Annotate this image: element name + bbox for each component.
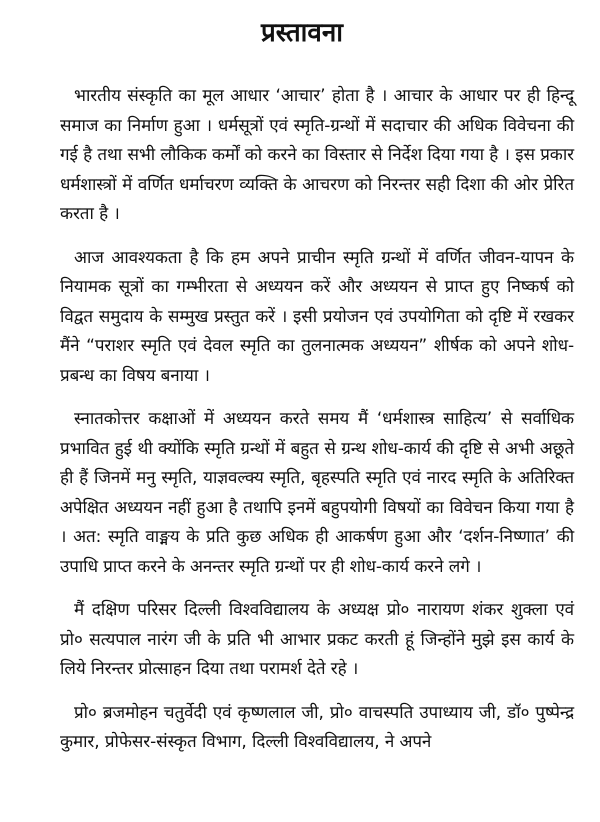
paragraph-2: आज आवश्यकता है कि हम अपने प्राचीन स्मृति ग्रन्थों में वर्णित जीवन-यापन के नियामक सूत्रों का गम्भीरता से अध्ययन करें और अध्ययन से प्राप्त हुए निष्कर्ष को विद्वत समुदाय के सम्मुख प्रस्तुत करें । इसी प्रयोजन एवं उपयोगिता को दृष्टि में रखकर मैंने “पराशर स्मृति एवं देवल स्मृति का तुलनात्मक अध्ययन” शीर्षक को अपने शोध-प्रबन्ध का विषय बनाया । <box>60 247 574 386</box>
page-title: प्रस्तावना <box>260 18 344 48</box>
paragraph-1: भारतीय संस्कृति का मूल आधार ‘आचार’ होता है । आचार के आधार पर ही हिन्दू समाज का निर्माण हुआ । धर्मसूत्रों एवं स्मृति-ग्रन्थों में सदाचार की अधिक विवेचना की गई है तथा सभी लौकिक कर्मों को करने का विस्तार से निर्देश दिया गया है । इस प्रकार धर्मशास्त्रों में वर्णित धर्माचरण व्यक्ति के आचरण को निरन्तर सही दिशा की ओर प्रेरित करता है । <box>60 86 574 224</box>
paragraph-5: प्रो० ब्रजमोहन चतुर्वेदी एवं कृष्णलाल जी, प्रो० वाचस्पति उपाध्याय जी, डॉ० पुष्पेन्द्र कुमार, प्रोफेसर-संस्कृत विभाग, दिल्ली विश्वविद्यालय, ने अपने <box>60 702 574 752</box>
paragraph-3: स्नातकोत्तर कक्षाओं में अध्ययन करते समय मैं ‘धर्मशास्त्र साहित्य’ से सर्वाधिक प्रभावित हुई थी क्योंकि स्मृति ग्रन्थों में बहुत से ग्रन्थ शोध-कार्य की दृष्टि से अभी अछूते ही हैं जिनमें मनु स्मृति, याज्ञवल्क्य स्मृति, बृहस्पति स्मृति एवं नारद स्मृति के अतिरिक्त अपेक्षित अध्ययन नहीं हुआ है तथापि इनमें बहुपयोगी विषयों का विवेचन किया गया है । अत: स्मृति वाङ्मय के प्रति कुछ अधिक ही आकर्षण हुआ और ‘दर्शन-निष्णात’ की उपाधि प्राप्त करने के अनन्तर स्मृति ग्रन्थों पर ही शोध-कार्य करने लगे । <box>60 409 574 577</box>
paragraph-4: मैं दक्षिण परिसर दिल्ली विश्वविद्यालय के अध्यक्ष प्रो० नारायण शंकर शुक्ला एवं प्रो० सत्यपाल नारंग जी के प्रति भी आभार प्रकट करती हूं जिन्होंने मुझे इस कार्य के लिये निरन्तर प्रोत्साहन दिया तथा परामर्श देते रहे । <box>60 600 574 679</box>
